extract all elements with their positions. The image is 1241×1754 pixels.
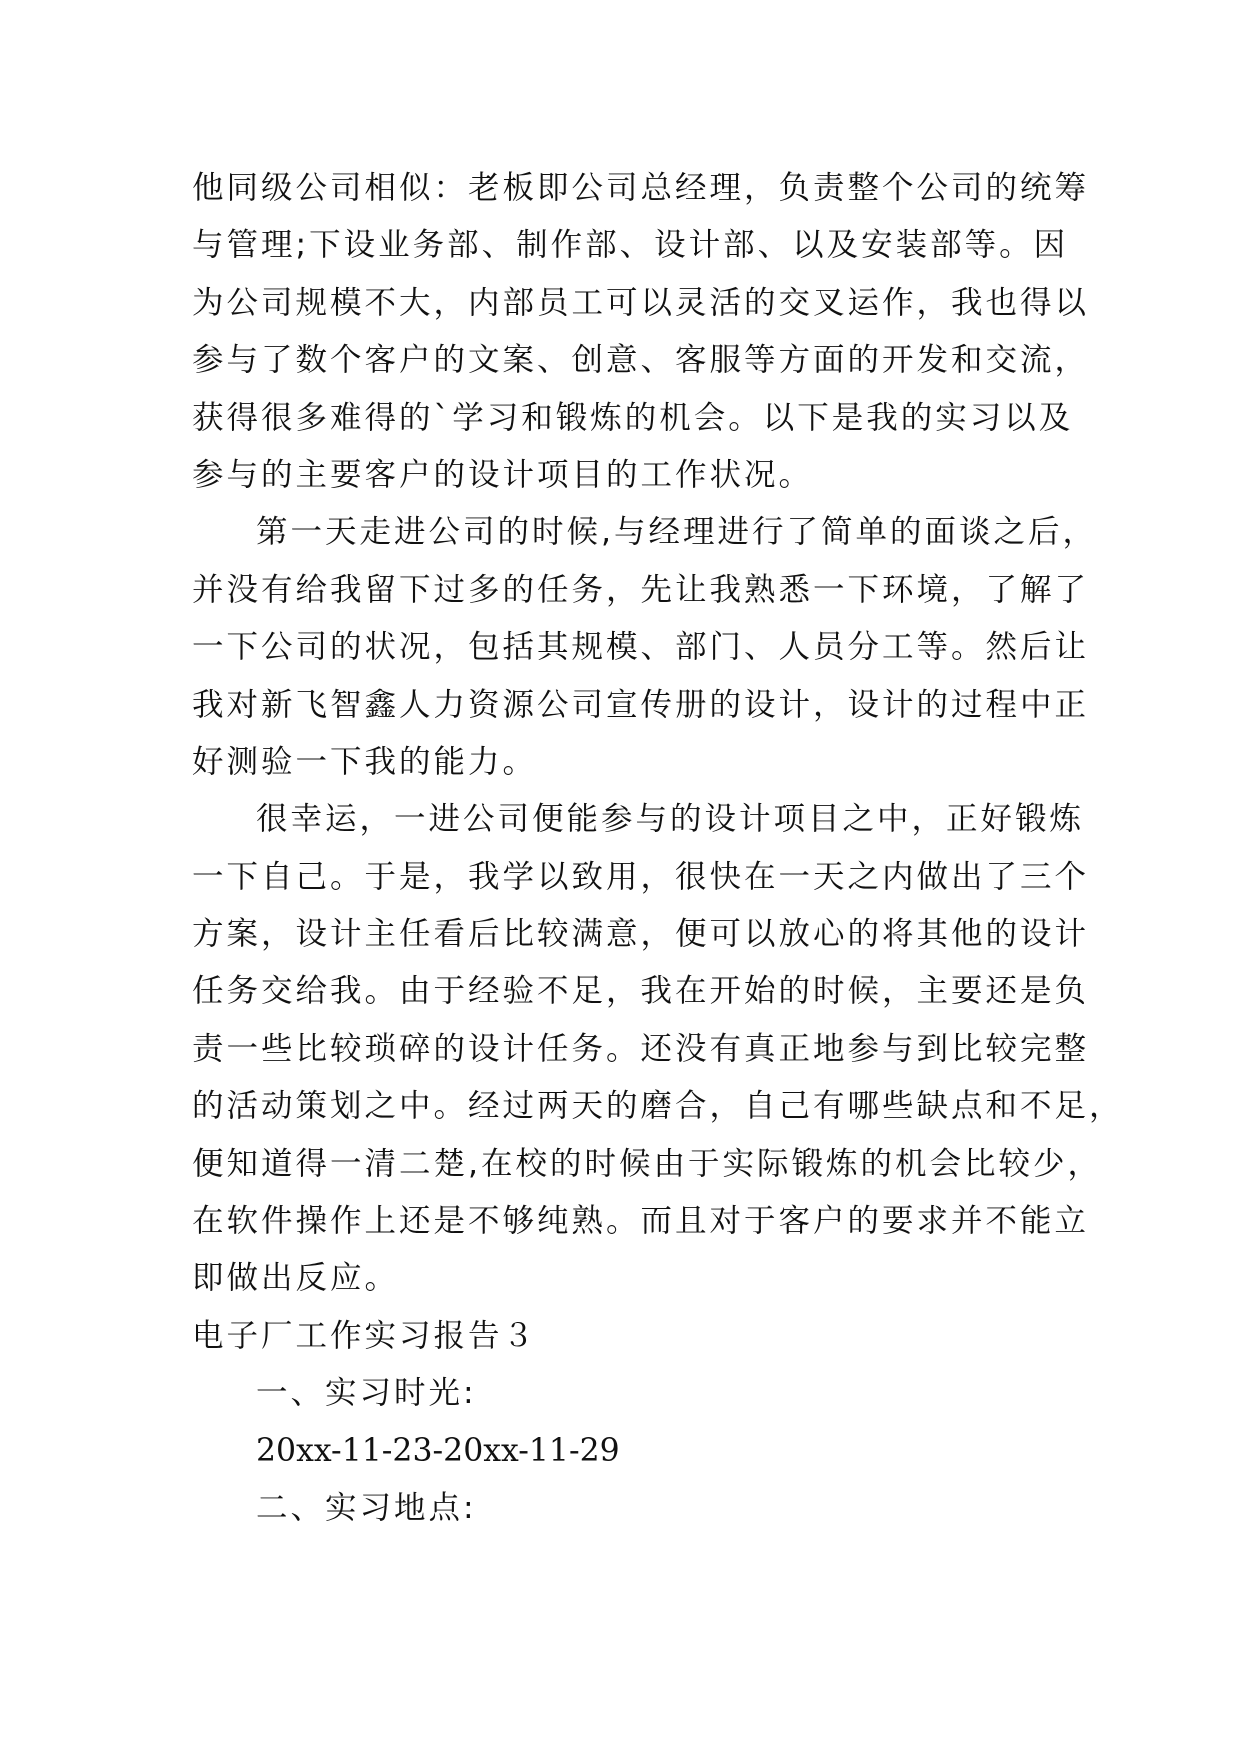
paragraph-line: 获得很多难得的`学习和锻炼的机会。以下是我的实习以及: [192, 399, 1074, 436]
list-heading: 一、实习时光:: [256, 1375, 477, 1412]
paragraph-line: 参与的主要客户的设计项目的工作状况。: [192, 456, 814, 493]
paragraph-line: 在软件操作上还是不够纯熟。而且对于客户的要求并不能立: [192, 1203, 1090, 1240]
paragraph-line: 即做出反应。: [192, 1260, 400, 1297]
paragraph-line: 我对新飞智鑫人力资源公司宣传册的设计，设计的过程中正: [192, 686, 1090, 723]
section-heading: 电子厂工作实习报告３: [192, 1317, 538, 1354]
list-heading: 二、实习地点:: [256, 1489, 477, 1526]
paragraph-line: 与管理;下设业务部、制作部、设计部、以及安装部等。因: [192, 227, 1069, 264]
paragraph-line: 很幸运，一进公司便能参与的设计项目之中，正好锻炼: [256, 801, 1085, 838]
document-body: [192, 160, 1124, 1537]
date-range: 20xx-11-23-20xx-11-29: [256, 1432, 620, 1469]
paragraph-line: 并没有给我留下过多的任务，先让我熟悉一下环境，了解了: [192, 571, 1090, 608]
paragraph-line: 责一些比较琐碎的设计任务。还没有真正地参与到比较完整: [192, 1030, 1090, 1067]
paragraph-line: 便知道得一清二楚,在校的时候由于实际锻炼的机会比较少，: [192, 1145, 1103, 1182]
paragraph-line: 方案，设计主任看后比较满意，便可以放心的将其他的设计: [192, 916, 1090, 953]
paragraph-line: 第一天走进公司的时候,与经理进行了简单的面谈之后，: [256, 514, 1098, 551]
paragraph-line: 好测验一下我的能力。: [192, 743, 538, 780]
paragraph-line: 一下公司的状况，包括其规模、部门、人员分工等。然后让: [192, 629, 1090, 666]
paragraph-line: 为公司规模不大，内部员工可以灵活的交叉运作，我也得以: [192, 284, 1090, 321]
paragraph-line: 参与了数个客户的文案、创意、客服等方面的开发和交流，: [192, 342, 1090, 379]
paragraph-line: 他同级公司相似：老板即公司总经理，负责整个公司的统筹: [192, 170, 1090, 206]
paragraph-line: 一下自己。于是，我学以致用，很快在一天之内做出了三个: [192, 858, 1090, 895]
paragraph-line: 任务交给我。由于经验不足，我在开始的时候，主要还是负: [192, 973, 1090, 1010]
paragraph-line: 的活动策划之中。经过两天的磨合，自己有哪些缺点和不足，: [192, 1088, 1124, 1125]
